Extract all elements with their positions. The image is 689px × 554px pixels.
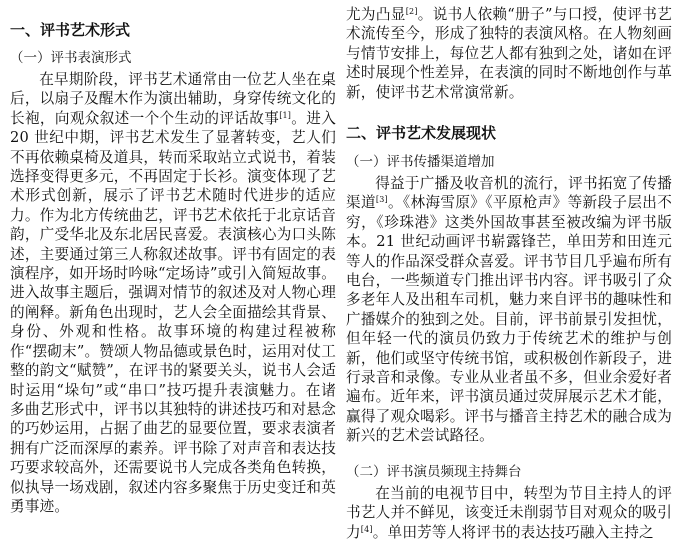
paragraph-text: 尤为凸显 <box>346 6 406 23</box>
paragraph-continuation <box>346 5 672 102</box>
subsection-heading-1-1: （一）评书表演形式 <box>10 50 132 66</box>
paragraph-hosts <box>346 484 672 542</box>
subsection-heading-2-2: （二）评书演员频现主持舞台 <box>346 464 522 480</box>
subsection-heading-2-1: （一）评书传播渠道增加 <box>346 154 495 170</box>
section-heading-2: 二、评书艺术发展现状 <box>346 124 497 142</box>
citation-4: [4] <box>360 524 373 534</box>
paragraph-text: 。《林海雪原》《平原枪声》等新段子层出不穷，《珍珠港》这类外国故事甚至被改编为评书版本。21 世纪动画评书崭露锋芒，单田芳和田连元等人的作品深受群众喜爱。评书节目几乎遍布所有电台，一些频道专门推出评书内容。评书吸引了众多老年人及出租车司机，魅力来自评书的趣味性和广播媒介的独到之处。目前，评书前景引发担忧，但年轻一代的演员仍致力于传统艺术的维护与创新，他们或坚守传统书馆，或积极创作新段子，进行录音和录像。专业从业者虽不多，但业余爱好者遍布。近年来，评书演员通过荧屏展示艺术才能，赢得了观众喝彩。评书与播音主持艺术的融合成为新兴的艺术尝试路径。 <box>346 194 673 445</box>
paragraph-text: 。说书人依赖“册子”与口授，使评书艺术流传至今，形成了独特的表演风格。在人物刻画与情节安排上，每位艺人都有独到之处，诸如在评述时展现个性差异，在表演的同时不断地创作与革新，使评书艺术常演常新。 <box>346 6 672 101</box>
paragraph-text: 。进入 20 世纪中期，评书艺术发生了显著转变，艺人们不再依赖桌椅及道具，转而采取站立式说书，着装选择变得更多元，不再固定于长衫。演变体现了艺术形式创新，展示了评书艺术随时代进步的适应力。作为北方传统曲艺，评书艺术依托于北京话音韵，广受华北及东北居民喜爱。表演核心为口头陈述，主要通过第三人称叙述故事。评书有固定的表演程序，如开场时吟咏“定场诗”或引入简短故事。进入故事主题后，强调对情节的叙述及对人物心理的阐释。新角色出现时，艺人会全面描绘其背景、身份、外观和性格。故事环境的构建过程被称作“摆砌末”。赞颂人物品德或景色时，运用对仗工整的韵文“赋赞”，在评书的紧要关头，说书人会适时运用“垛句”或“串口”技巧提升表演魅力。在诸多曲艺形式中，评书以其独特的讲述技巧和对悬念的巧妙运用，占据了曲艺的显要位置，要求表演者拥有广泛而深厚的素养。评书除了对声音和表达技巧要求较高外，还需要说书人完成各类角色转换，似执导一场戏剧，叙述内容多聚焦于历史变迁和英勇事迹。 <box>10 109 336 515</box>
section-heading-1: 一、评书艺术形式 <box>10 21 131 39</box>
citation-2: [2] <box>405 7 418 16</box>
paragraph-text: 在当前的电视节目中，转型为节目主持人的评书艺人并不鲜见，该变迁未削弱节目对观众的吸引力 <box>346 485 672 541</box>
paragraph-text: 在早期阶段，评书艺术通常由一位艺人坐在桌后，以扇子及醒木作为演出辅助，身穿传统文化的长袍，向观众叙述一个个生动的评话故事 <box>10 71 336 127</box>
citation-1: [1] <box>279 110 292 120</box>
paragraph-text: 得益于广播及收音机的流行，评书拓宽了传播渠道 <box>346 175 672 212</box>
paragraph-text: 。单田芳等人将评书的表达技巧融入主持之 <box>372 523 654 541</box>
paragraph-channels <box>346 174 672 446</box>
paragraph-performance-form <box>10 70 336 516</box>
citation-3: [3] <box>375 195 388 205</box>
